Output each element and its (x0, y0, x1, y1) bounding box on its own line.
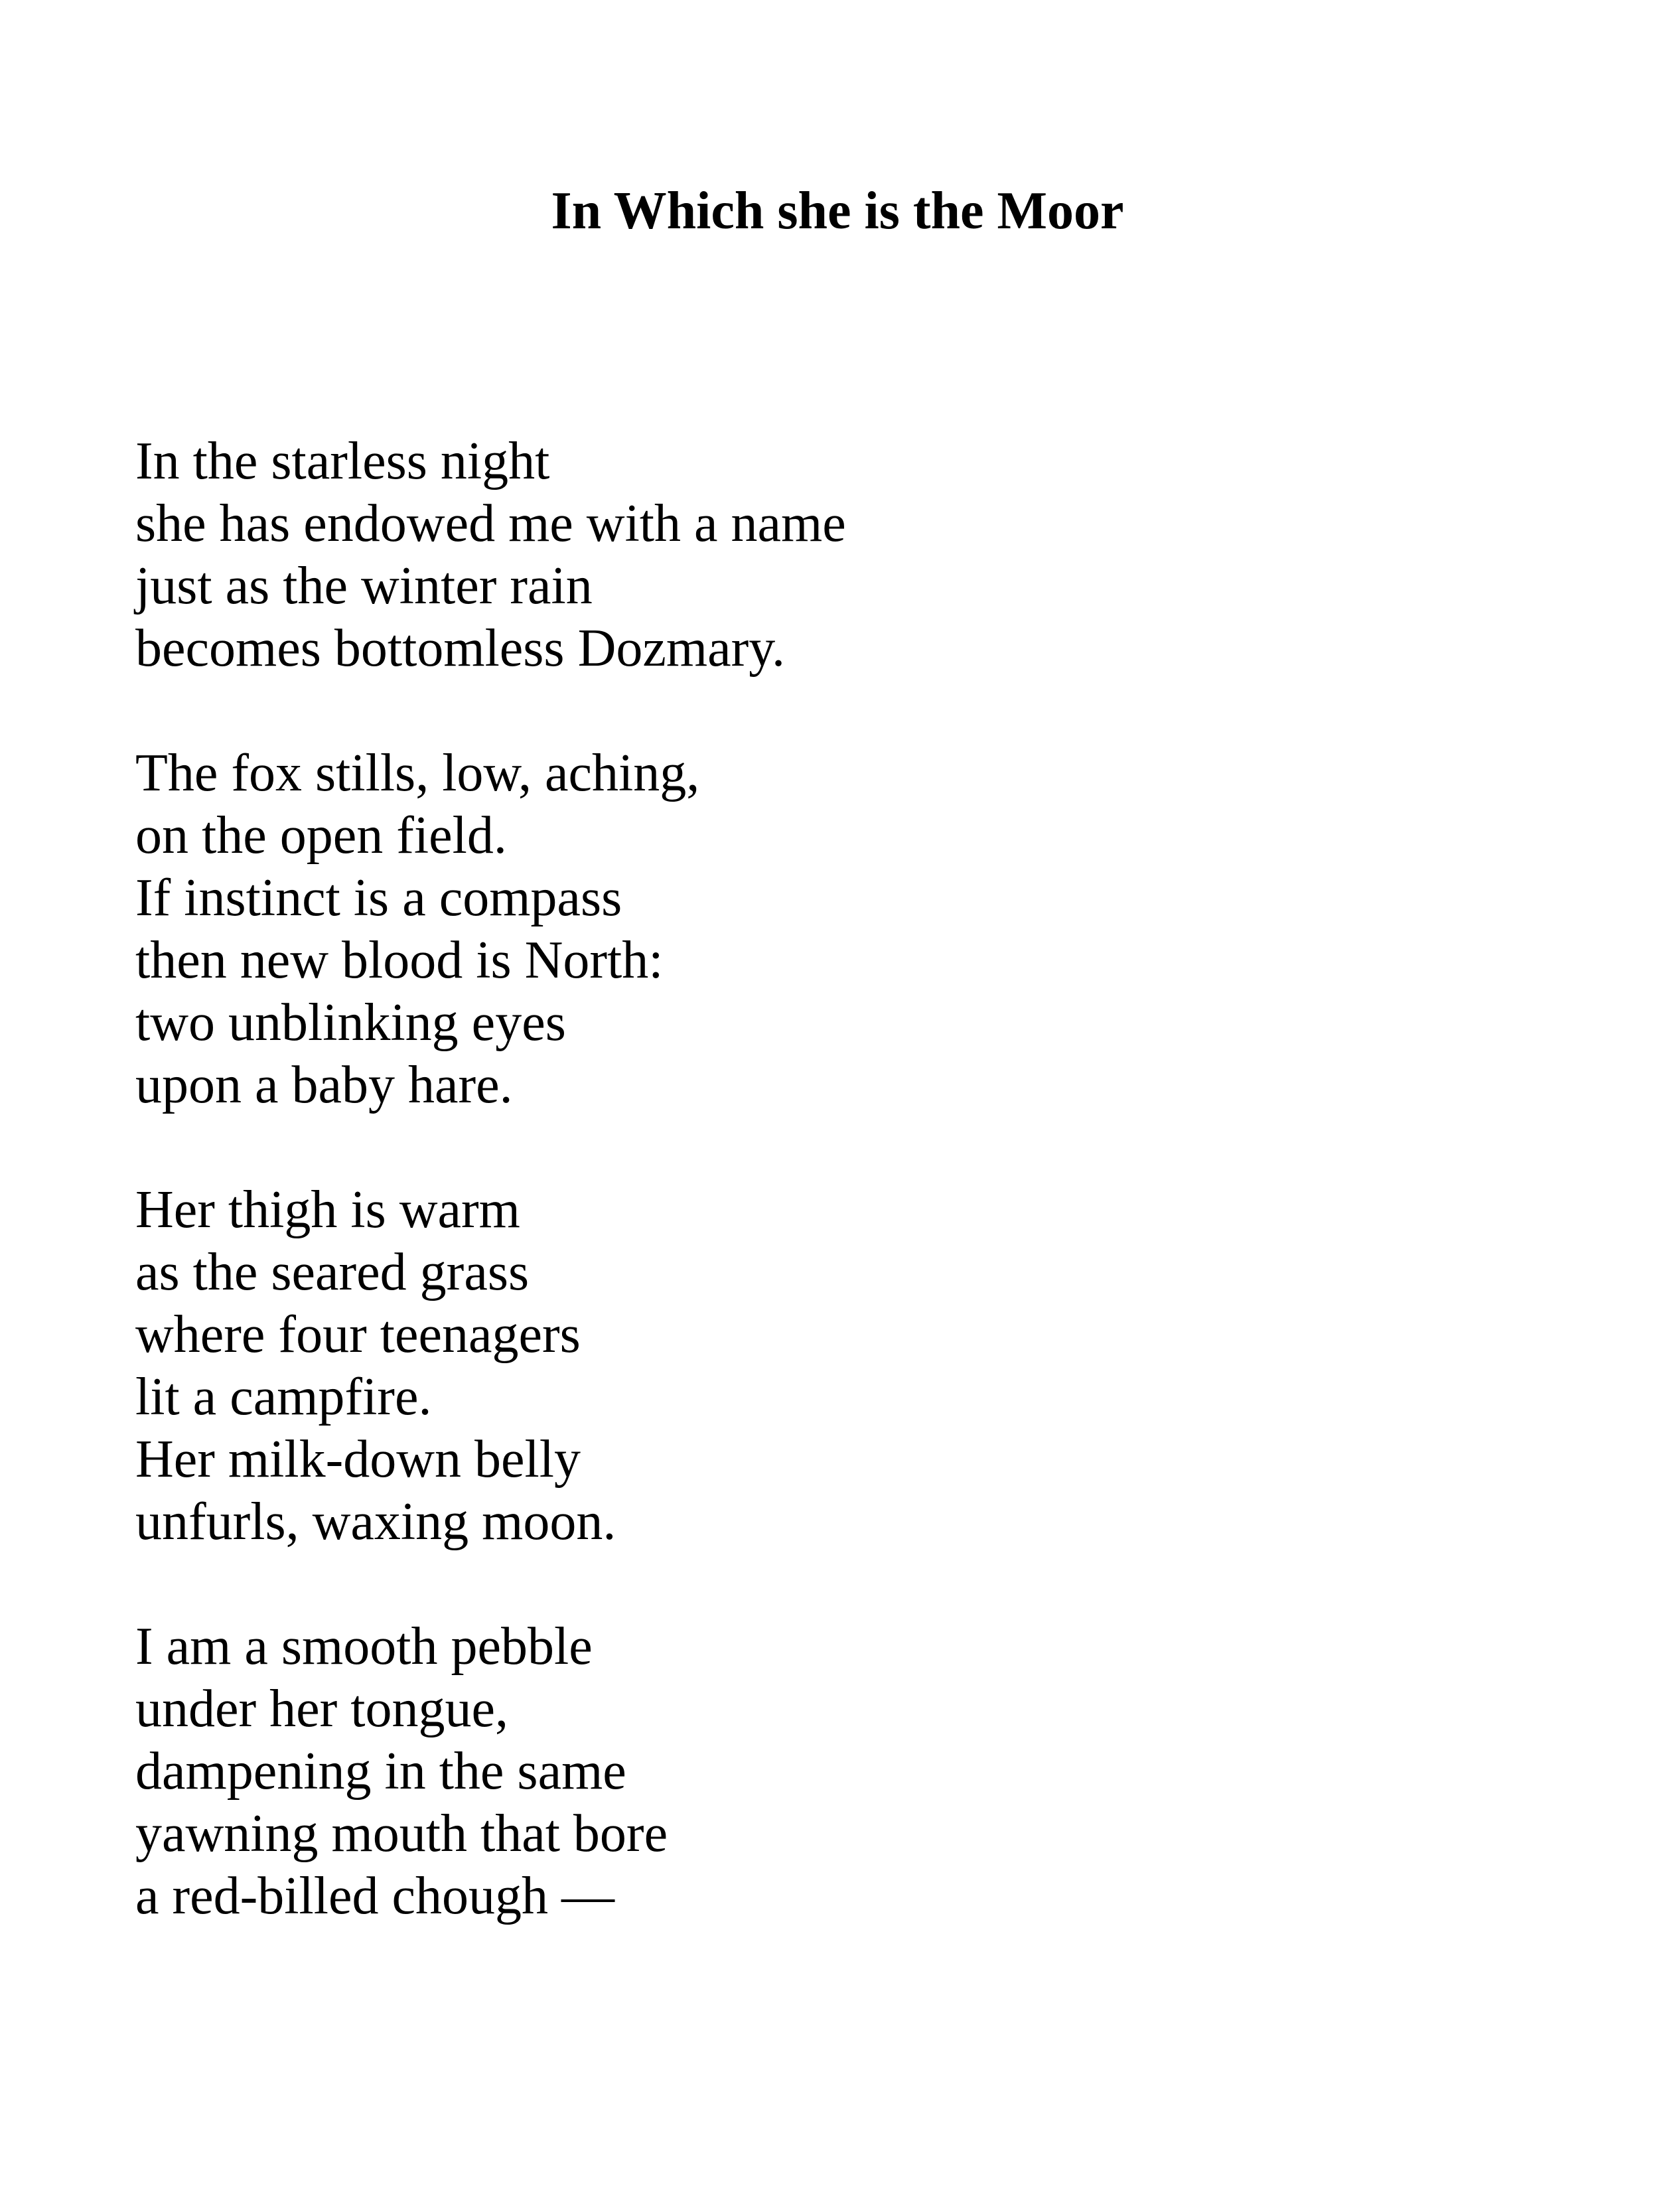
poem-line: unfurls, waxing moon. (135, 1493, 616, 1551)
poem-line: under her tongue, (135, 1680, 509, 1738)
poem-line: on the open field. (135, 806, 507, 865)
poem-line: just as the winter rain (135, 557, 593, 615)
poem-line: two unblinking eyes (135, 994, 566, 1052)
poem-line: where four teenagers (135, 1305, 581, 1364)
poem-line: yawning mouth that bore (135, 1805, 668, 1863)
poem-line: becomes bottomless Dozmary. (135, 619, 786, 678)
poem-line: a red-billed chough — (135, 1867, 614, 1925)
stanza-2 (135, 742, 1529, 1116)
poem-line: dampening in the same (135, 1742, 626, 1801)
poem-line: I am a smooth pebble (135, 1617, 593, 1676)
poem-line: In the starless night (135, 432, 550, 490)
stanza-1 (135, 430, 1529, 680)
poem-line: Her milk-down belly (135, 1430, 581, 1489)
poem-line: If instinct is a compass (135, 869, 622, 927)
poem-line: The fox stills, low, aching, (135, 744, 700, 802)
poem-line: Her thigh is warm (135, 1181, 520, 1239)
poem-line: then new blood is North: (135, 931, 664, 990)
stanza-4 (135, 1615, 1529, 1927)
poem-line: as the seared grass (135, 1243, 530, 1301)
poem-line: lit a campfire. (135, 1368, 432, 1426)
poem-line: she has endowed me with a name (135, 494, 846, 553)
poem-line: upon a baby hare. (135, 1056, 513, 1114)
poem-body (135, 430, 1529, 1990)
poem-title: In Which she is the Moor (551, 182, 1124, 240)
stanza-3 (135, 1179, 1529, 1553)
